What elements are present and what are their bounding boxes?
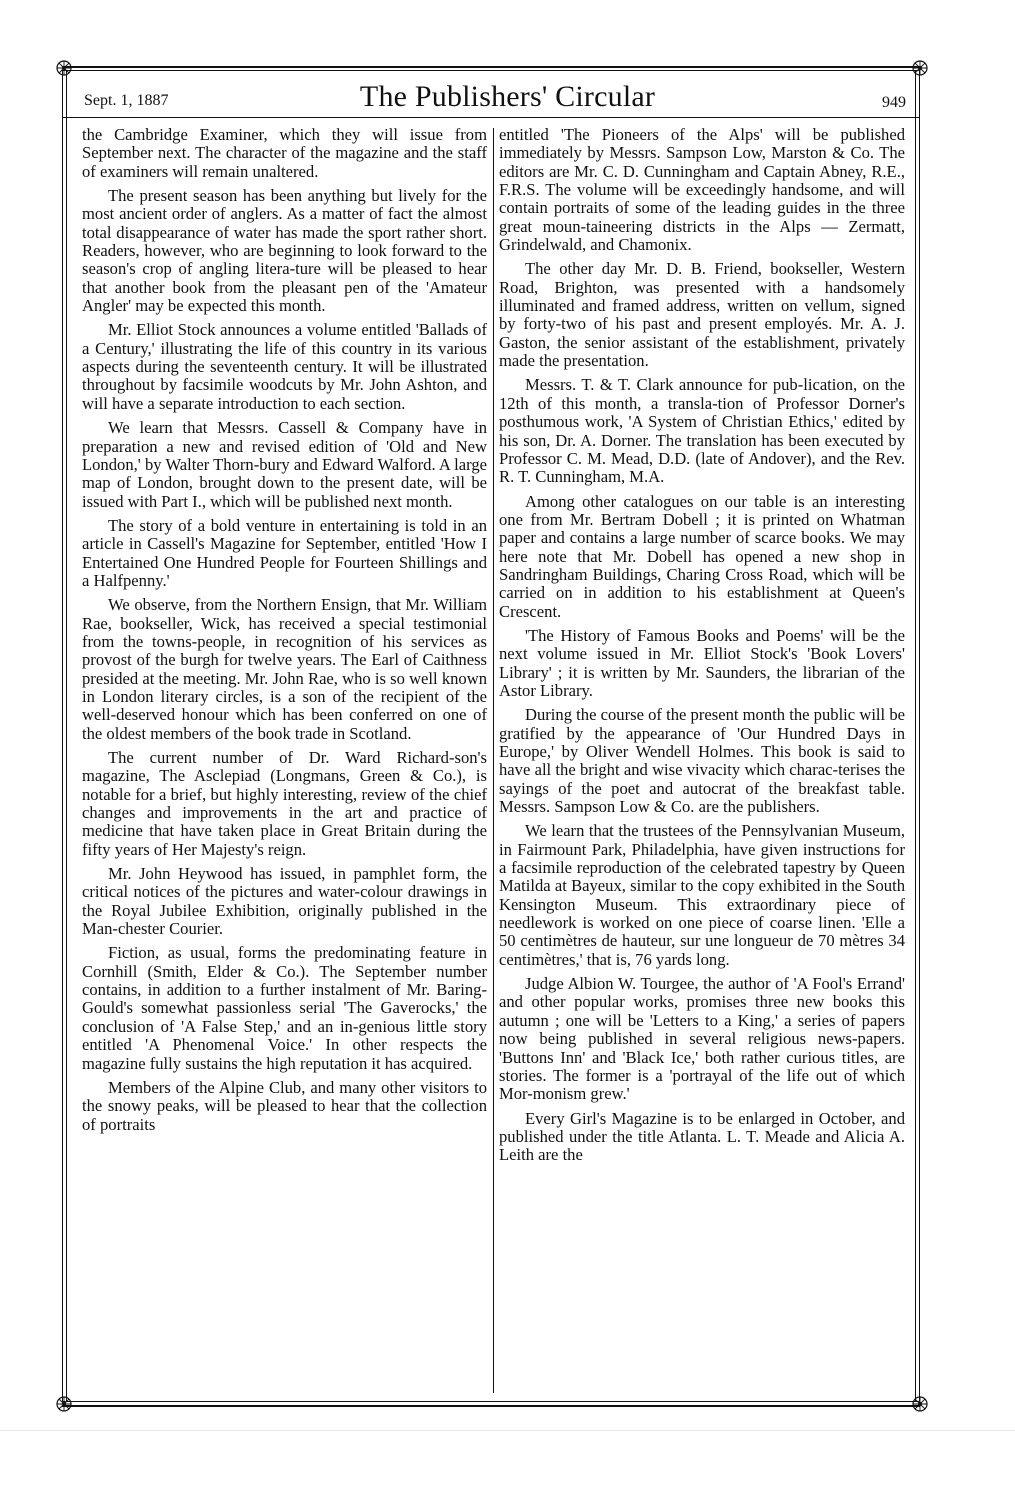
left-column xyxy=(82,126,487,1140)
paragraph: Fiction, as usual, forms the predominating feature in Cornhill (Smith, Elder & Co.). The September number contains, in addition to a further instalment of Mr. Baring-Gould's somewhat passionless serial 'The Gaverocks,' the conclusion of 'A False Step,' and an in-genious little story entitled 'A Phenomenal Voice.' In other respects the magazine fully sustains the high reputation it has acquired. xyxy=(82,943,487,1073)
paragraph: Mr. John Heywood has issued, in pamphlet form, the critical notices of the pictures and water-colour drawings in the Royal Jubilee Exhibition, originally published in the Man-chester Courier. xyxy=(82,864,487,939)
border-left-inner xyxy=(66,70,67,1401)
header-rule xyxy=(62,117,920,118)
paragraph: The story of a bold venture in entertaining is told in an article in Cassell's Magazine for September, entitled 'How I Entertained One Hundred People for Fourteen Shillings and a Halfpenny.' xyxy=(82,515,487,590)
page-number: 949 xyxy=(882,94,906,111)
paragraph: 'The History of Famous Books and Poems' will be the next volume issued in Mr. Elliot Stock's 'Book Lovers' Library' ; it is written by Mr. Saunders, the librarian of the Astor Library. xyxy=(499,625,905,700)
paragraph: Judge Albion W. Tourgee, the author of 'A Fool's Errand' and other popular works, promises three new books this autumn ; one will be 'Letters to a King,' a series of papers now being published in several religious news-papers. 'Buttons Inn' and 'Black Ice,' both rather curious titles, are stories. The former is a 'portrayal of the life out of which Mor-monism grew.' xyxy=(499,974,905,1104)
corner-ornament-icon xyxy=(55,59,73,77)
border-left-outer xyxy=(62,70,63,1401)
paragraph: Mr. Elliot Stock announces a volume entitled 'Ballads of a Century,' illustrating the life of this country in its various aspects during the seventeenth century. It will be illustrated throughout by facsimile woodcuts by Mr. John Ashton, and will have a separate introduction to each section. xyxy=(82,320,487,413)
issue-date: Sept. 1, 1887 xyxy=(84,92,169,109)
corner-ornament-icon xyxy=(55,1395,73,1413)
paragraph: During the course of the present month the public will be gratified by the appearance of 'Our Hundred Days in Europe,' by Oliver Wendell Holmes. This book is said to have all the bright and wise vivacity which charac-terises the sayings of the poet and autocrat of the breakfast table. Messrs. Sampson Low & Co. are the publishers. xyxy=(499,705,905,817)
corner-ornament-icon xyxy=(911,59,929,77)
paragraph: Every Girl's Magazine is to be enlarged in October, and published under the title Atlanta. L. T. Meade and Alicia A. Leith are the xyxy=(499,1108,905,1165)
border-top-thin xyxy=(62,70,920,71)
publication-title: The Publishers' Circular xyxy=(359,80,656,113)
paragraph: The present season has been anything but lively for the most ancient order of anglers. As a matter of fact the almost total disappearance of water has made the sport rather short. Readers, however, who are beginning to look forward to the season's crop of angling litera-ture will be pleased to hear that another book from the pleasant pen of the 'Amateur Angler' may be expected this month. xyxy=(82,186,487,316)
paragraph: Members of the Alpine Club, and many other visitors to the snowy peaks, will be pleased to hear that the collection of portraits xyxy=(82,1077,487,1134)
paragraph: Among other catalogues on our table is an interesting one from Mr. Bertram Dobell ; it is printed on Whatman paper and contains a large number of scarce books. We may here note that Mr. Dobell has opened a new shop in Sandringham Buildings, Charing Cross Road, which will be carried on in addition to his establishment at Queen's Crescent. xyxy=(499,491,905,621)
border-right-inner xyxy=(915,70,916,1401)
paragraph: the Cambridge Examiner, which they will issue from September next. The character of the magazine and the staff of examiners will remain unaltered. xyxy=(82,125,487,181)
border-bottom-thick xyxy=(62,1405,920,1407)
paragraph: The other day Mr. D. B. Friend, bookseller, Western Road, Brighton, was presented with a handsomely illuminated and framed address, written on vellum, signed by forty-two of his past and present employés. Mr. A. J. Gaston, the senior assistant of the establishment, privately made the presentation. xyxy=(499,259,905,371)
right-column xyxy=(499,126,905,1171)
scan-edge xyxy=(0,1430,1015,1431)
paragraph: We learn that the trustees of the Pennsylvanian Museum, in Fairmount Park, Philadelphia, have given instructions for a facsimile reproduction of the celebrated tapestry by Queen Matilda at Bayeux, similar to the copy exhibited in the South Kensington Museum. This extraordinary piece of needlework is worked on one piece of coarse linen. 'Elle a 50 centimètres de hauteur, sur une longueur de 70 mètres 34 centimètres,' that is, 76 yards long. xyxy=(499,821,905,969)
paragraph: entitled 'The Pioneers of the Alps' will be published immediately by Messrs. Sampson Low, Marston & Co. The editors are Mr. C. D. Cunningham and Captain Abney, R.E., F.R.S. The volume will be exceedingly handsome, and will contain portraits of some of the leading guides in the three great moun-taineering districts in the Alps — Zermatt, Grindelwald, and Chamonix. xyxy=(499,125,905,255)
paragraph: Messrs. T. & T. Clark announce for pub-lication, on the 12th of this month, a transla-tion of Professor Dorner's posthumous work, 'A System of Christian Ethics,' edited by his son, Dr. A. Dorner. The translation has been executed by Professor C. M. Mead, D.D. (late of Andover), and the Rev. R. T. Cunningham, M.A. xyxy=(499,375,905,487)
border-top-thick xyxy=(62,66,920,68)
border-bottom-thin xyxy=(62,1401,920,1402)
column-rule xyxy=(493,128,494,1393)
paragraph: The current number of Dr. Ward Richard-son's magazine, The Asclepiad (Longmans, Green & Co.), is notable for a brief, but highly interesting, review of the chief changes and improvements in the art and practice of medicine that have taken place in Great Britain during the fifty years of Her Majesty's reign. xyxy=(82,748,487,859)
paragraph: We learn that Messrs. Cassell & Company have in preparation a new and revised edition of 'Old and New London,' by Walter Thorn-bury and Edward Walford. A large map of London, brought down to the present date, will be issued with Part I., which will be published next month. xyxy=(82,418,487,511)
paragraph: We observe, from the Northern Ensign, that Mr. William Rae, bookseller, Wick, has received a special testimonial from the towns-people, in recognition of his services as provost of the burgh for twelve years. The Earl of Caithness presided at the meeting. Mr. John Rae, who is so well known in London literary circles, is a son of the recipient of the well-deserved honour which has been conferred on one of the oldest members of the book trade in Scotland. xyxy=(82,595,487,743)
border-right-outer xyxy=(919,70,920,1401)
corner-ornament-icon xyxy=(911,1395,929,1413)
